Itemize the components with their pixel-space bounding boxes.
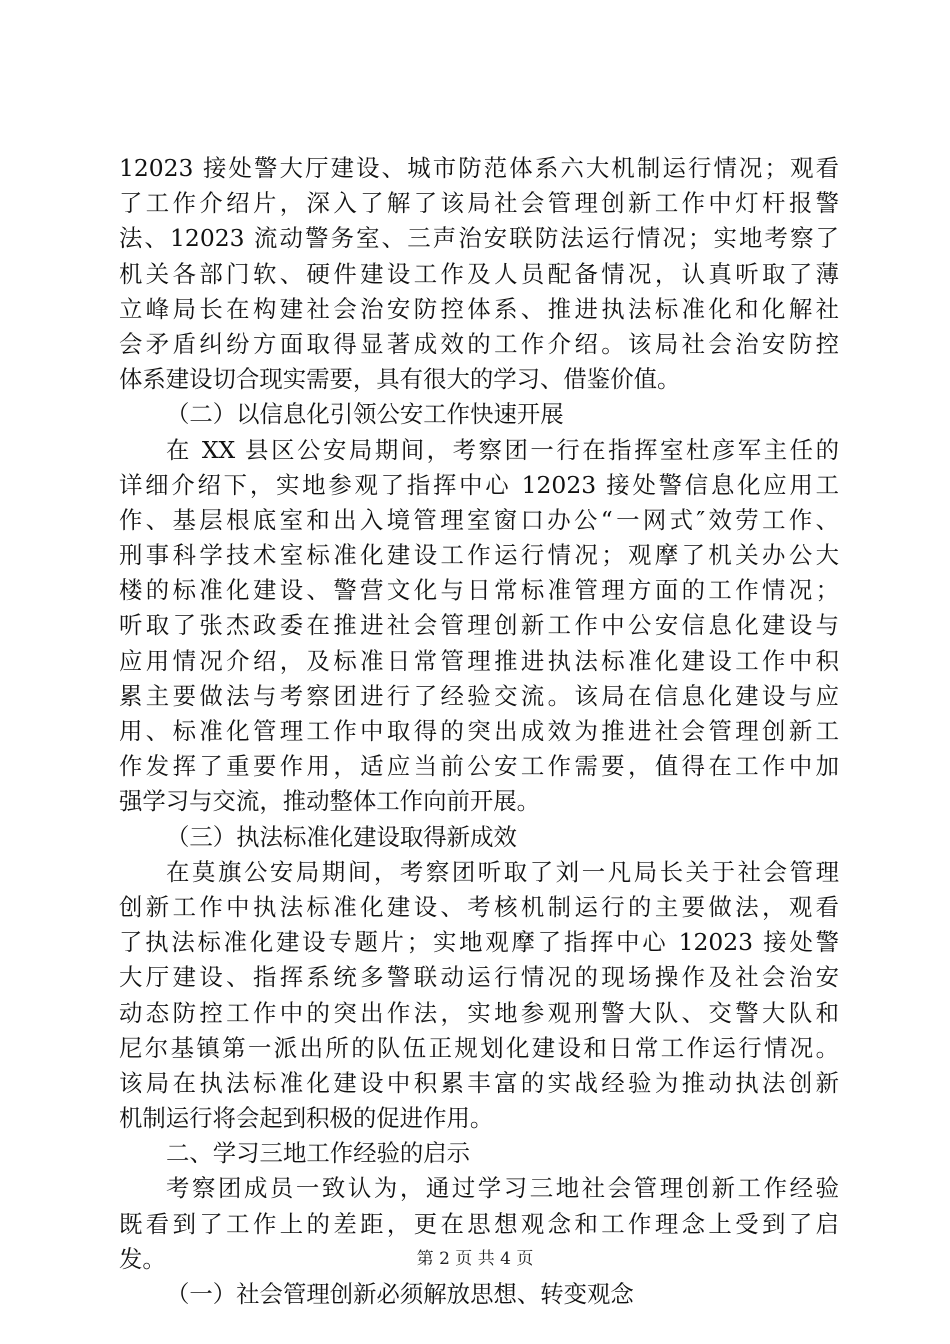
body-line: 作、基层根底室和出入境管理室窗口办公“一网式″效劳工作、 [119, 505, 839, 534]
body-line: 在 XX 县区公安局期间，考察团一行在指挥室杜彦军主任的 [166, 435, 839, 464]
body-line: 发。 [119, 1244, 166, 1273]
section-heading: 二、学习三地工作经验的启示 [166, 1139, 471, 1168]
body-line: 刑事科学技术室标准化建设工作运行情况；观摩了机关办公大 [119, 541, 839, 570]
body-line: 该局在执法标准化建设中积累丰富的实战经验为推动执法创新 [119, 1068, 839, 1097]
body-line: 听取了张杰政委在推进社会管理创新工作中公安信息化建设与 [119, 611, 839, 640]
body-line: 强学习与交流，推动整体工作向前开展。 [119, 787, 541, 816]
body-line: 12023 接处警大厅建设、城市防范体系六大机制运行情况；观看 [119, 154, 839, 182]
body-line: 尼尔基镇第一派出所的队伍正规划化建设和日常工作运行情况。 [119, 1033, 839, 1062]
body-line: 立峰局长在构建社会治安防控体系、推进执法标准化和化解社 [119, 294, 839, 323]
body-line: 会矛盾纠纷方面取得显著成效的工作介绍。该局社会治安防控 [119, 329, 839, 358]
page-footer: 第 2 页 共 4 页 [416, 1249, 534, 1269]
body-line: 用、标准化管理工作中取得的突出成效为推进社会管理创新工 [119, 717, 839, 745]
section-heading: （一）社会管理创新必须解放思想、转变观念 [166, 1280, 634, 1308]
body-line: 考察团成员一致认为，通过学习三地社会管理创新工作经验 [166, 1174, 839, 1203]
body-line: 累主要做法与考察团进行了经验交流。该局在信息化建设与应 [119, 681, 839, 710]
body-line: 既看到了工作上的差距，更在思想观念和工作理念上受到了启 [119, 1209, 839, 1238]
document-body [119, 151, 839, 1312]
body-line: 大厅建设、指挥系统多警联动运行情况的现场操作及社会治安 [119, 963, 839, 992]
body-line: 详细介绍下，实地参观了指挥中心 12023 接处警信息化应用工 [119, 470, 839, 499]
body-line: 动态防控工作中的突出作法，实地参观刑警大队、交警大队和 [119, 998, 839, 1027]
body-line: 法、12023 流动警务室、三声治安联防法运行情况；实地考察了 [119, 224, 839, 253]
body-line: 作发挥了重要作用，适应当前公安工作需要，值得在工作中加 [119, 752, 839, 781]
body-line: 了执法标准化建设专题片；实地观摩了指挥中心 12023 接处警 [119, 928, 839, 957]
body-line: 楼的标准化建设、警营文化与日常标准管理方面的工作情况； [119, 576, 839, 605]
body-line: 创新工作中执法标准化建设、考核机制运行的主要做法，观看 [119, 892, 839, 921]
section-heading: （二）以信息化引领公安工作快速开展 [166, 400, 564, 429]
body-line: 应用情况介绍，及标准日常管理推进执法标准化建设工作中积 [119, 646, 839, 675]
section-heading: （三）执法标准化建设取得新成效 [166, 822, 517, 851]
body-line: 机制运行将会起到积极的促进作用。 [119, 1104, 494, 1133]
body-line: 在莫旗公安局期间，考察团听取了刘一凡局长关于社会管理 [166, 857, 839, 886]
body-line: 体系建设切合现实需要，具有很大的学习、借鉴价值。 [119, 365, 681, 394]
body-line: 了工作介绍片，深入了解了该局社会管理创新工作中灯杆报警 [119, 189, 839, 218]
body-line: 机关各部门软、硬件建设工作及人员配备情况，认真听取了薄 [119, 259, 839, 288]
